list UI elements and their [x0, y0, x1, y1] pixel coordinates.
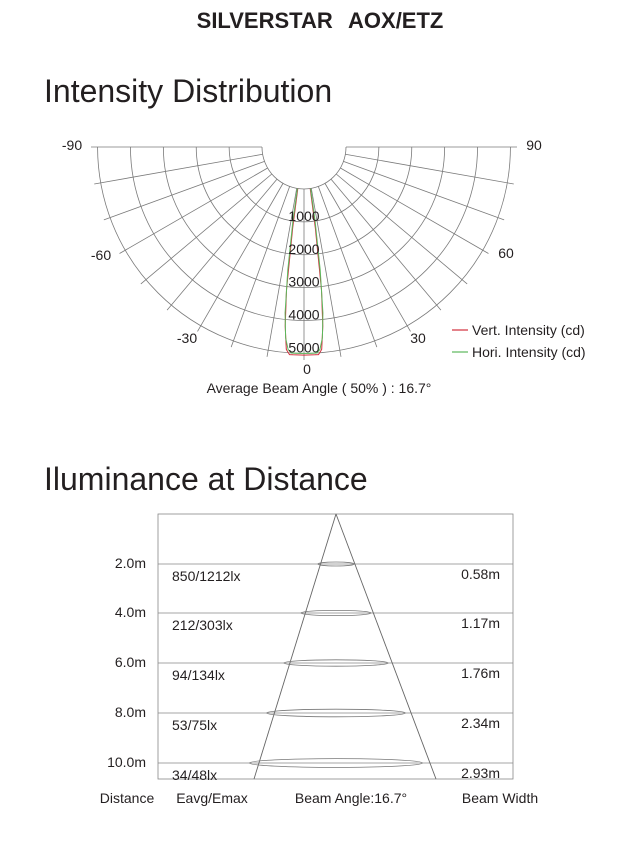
distance-label: 4.0m	[114, 604, 146, 620]
distance-label: 8.0m	[114, 704, 146, 720]
beam-spot-ellipse	[284, 660, 388, 666]
beam-width-value: 2.93m	[461, 765, 500, 781]
legend-label: Vert. Intensity (cd)	[472, 322, 585, 338]
polar-spoke	[336, 174, 467, 284]
illuminance-border	[158, 514, 513, 779]
radial-tick-label: 2000	[288, 240, 320, 257]
polar-spoke	[94, 154, 262, 184]
footer-eavg-emax: Eavg/Emax	[176, 790, 248, 806]
footer-beam-width: Beam Width	[461, 790, 539, 806]
distance-label: 6.0m	[114, 654, 146, 670]
angle-label: 0	[303, 361, 311, 377]
polar-spoke	[345, 154, 513, 184]
beam-cone-left	[254, 514, 336, 779]
product-title: SILVERSTAR AOX/ETZ	[196, 8, 444, 33]
beam-width-value: 2.34m	[461, 715, 500, 731]
beam-spot-ellipse	[301, 610, 371, 615]
legend-label: Hori. Intensity (cd)	[472, 344, 586, 360]
angle-label: 30	[410, 330, 426, 346]
angle-label: -30	[176, 330, 198, 346]
angle-label: -90	[61, 137, 83, 153]
illuminance-value: 94/134lx	[172, 667, 225, 683]
illuminance-section-title: Iluminance at Distance	[44, 461, 368, 497]
radial-tick-label: 5000	[288, 339, 320, 356]
angle-label: -60	[90, 247, 112, 263]
illuminance-frame	[158, 514, 513, 779]
polar-spoke	[104, 161, 265, 219]
beam-width-value: 1.76m	[461, 665, 500, 681]
distance-label: 10.0m	[107, 754, 146, 770]
footer-beam-angle: Beam Angle:16.7°	[294, 790, 408, 806]
beam-angle-annotation: Average Beam Angle ( 50% ) : 16.7°	[206, 380, 432, 396]
illuminance-value: 850/1212lx	[172, 568, 241, 584]
radial-tick-label: 4000	[288, 306, 320, 323]
polar-spoke	[325, 183, 411, 331]
beam-cone-right	[336, 514, 436, 779]
footer-distance: Distance	[99, 790, 155, 806]
beam-spot-ellipse	[267, 709, 406, 717]
illuminance-value: 53/75lx	[172, 717, 218, 733]
polar-spoke	[340, 168, 488, 254]
intensity-polar-chart	[0, 0, 640, 400]
polar-spoke	[331, 179, 441, 310]
angle-label: 90	[526, 137, 542, 153]
polar-spoke	[198, 183, 284, 331]
polar-spoke	[167, 179, 277, 310]
beam-width-value: 1.17m	[461, 615, 500, 631]
polar-spoke	[141, 174, 272, 284]
angle-label: 60	[498, 245, 514, 261]
polar-spoke	[231, 186, 289, 347]
radial-tick-label: 1000	[288, 207, 320, 224]
polar-spoke	[120, 168, 268, 254]
beam-width-value: 0.58m	[461, 566, 500, 582]
polar-ring	[262, 147, 346, 189]
beam-spot-ellipse	[249, 759, 422, 768]
radial-tick-label: 3000	[288, 273, 320, 290]
illuminance-value: 34/48lx	[172, 767, 218, 783]
distance-label: 2.0m	[114, 555, 146, 571]
illuminance-value: 212/303lx	[172, 617, 233, 633]
intensity-section-title: Intensity Distribution	[44, 73, 333, 109]
polar-spoke	[343, 161, 504, 219]
polar-spoke	[318, 186, 376, 347]
beam-spot-ellipse	[318, 562, 354, 566]
